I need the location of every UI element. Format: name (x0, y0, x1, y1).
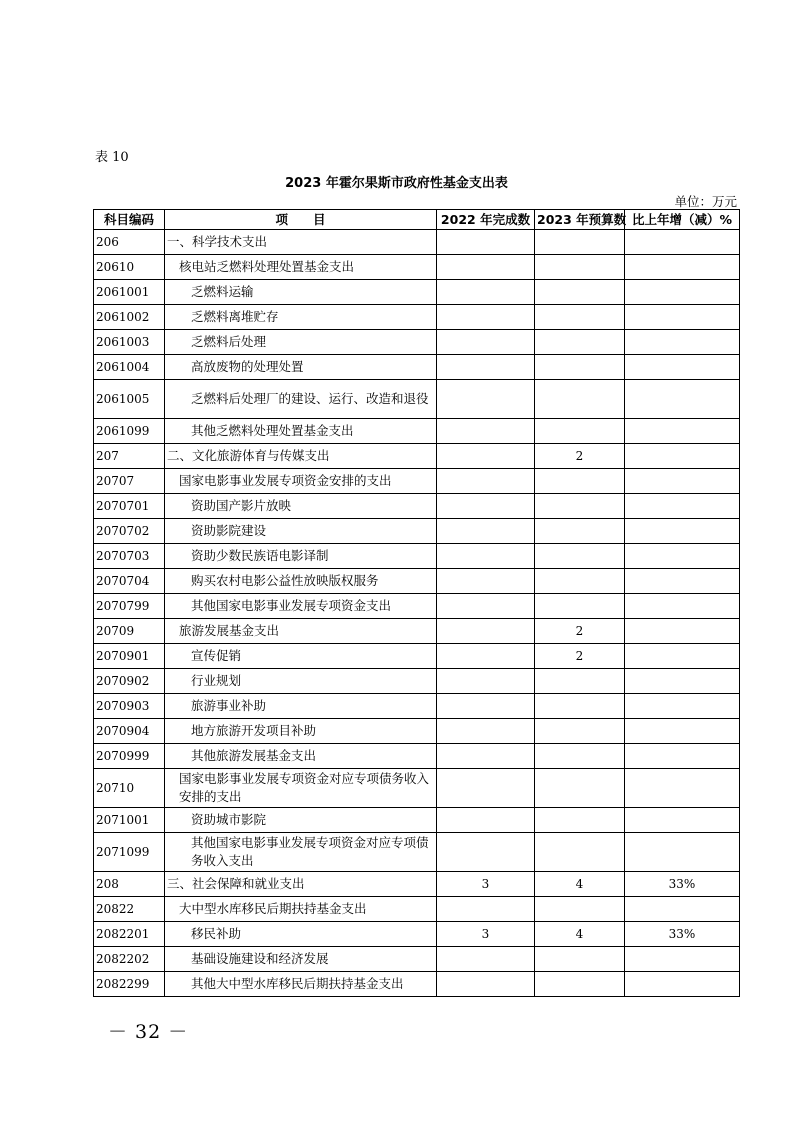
actual-2022-cell (437, 255, 535, 280)
item-name-cell: 国家电影事业发展专项资金安排的支出 (165, 469, 437, 494)
table-row (94, 744, 740, 769)
budget-2023-cell (535, 519, 625, 544)
change-percent-cell (625, 744, 740, 769)
item-name-cell: 乏燃料运输 (165, 280, 437, 305)
subject-code-cell: 2071001 (94, 808, 165, 833)
table-header-row (94, 210, 740, 230)
budget-2023-cell (535, 330, 625, 355)
table-row (94, 544, 740, 569)
subject-code-cell: 2061003 (94, 330, 165, 355)
change-percent-cell (625, 644, 740, 669)
change-percent-cell (625, 280, 740, 305)
change-percent-cell (625, 494, 740, 519)
actual-2022-cell (437, 519, 535, 544)
change-percent-cell (625, 694, 740, 719)
item-name-cell: 二、文化旅游体育与传媒支出 (165, 444, 437, 469)
budget-2023-cell (535, 305, 625, 330)
change-percent-cell (625, 808, 740, 833)
change-percent-cell (625, 230, 740, 255)
item-name-cell: 旅游发展基金支出 (165, 619, 437, 644)
subject-code-cell: 2061005 (94, 380, 165, 419)
subject-code-cell: 2082299 (94, 972, 165, 997)
item-name-cell: 旅游事业补助 (165, 694, 437, 719)
subject-code-cell: 2061001 (94, 280, 165, 305)
item-name-cell: 乏燃料后处理 (165, 330, 437, 355)
budget-2023-cell (535, 972, 625, 997)
change-percent-cell: 33% (625, 922, 740, 947)
actual-2022-cell (437, 744, 535, 769)
change-percent-cell (625, 972, 740, 997)
subject-code-cell: 2070701 (94, 494, 165, 519)
budget-2023-cell (535, 355, 625, 380)
actual-2022-cell (437, 669, 535, 694)
item-name-cell: 乏燃料后处理厂的建设、运行、改造和退役 (165, 380, 437, 419)
budget-2023-cell (535, 669, 625, 694)
actual-2022-cell (437, 444, 535, 469)
change-percent-cell (625, 769, 740, 808)
subject-code-cell: 2061004 (94, 355, 165, 380)
column-header-item: 项 目 (165, 210, 437, 230)
table-row (94, 922, 740, 947)
actual-2022-cell (437, 769, 535, 808)
actual-2022-cell (437, 469, 535, 494)
item-name-cell: 大中型水库移民后期扶持基金支出 (165, 897, 437, 922)
subject-code-cell: 2061099 (94, 419, 165, 444)
subject-code-cell: 208 (94, 872, 165, 897)
actual-2022-cell (437, 808, 535, 833)
budget-2023-cell: 2 (535, 619, 625, 644)
table-row (94, 719, 740, 744)
subject-code-cell: 20822 (94, 897, 165, 922)
table-row (94, 872, 740, 897)
item-name-cell: 国家电影事业发展专项资金对应专项债务收入安排的支出 (165, 769, 437, 808)
budget-2023-cell (535, 230, 625, 255)
actual-2022-cell (437, 619, 535, 644)
table-row (94, 255, 740, 280)
subject-code-cell: 2070799 (94, 594, 165, 619)
subject-code-cell: 2070702 (94, 519, 165, 544)
budget-2023-cell (535, 419, 625, 444)
budget-2023-cell (535, 744, 625, 769)
item-name-cell: 宣传促销 (165, 644, 437, 669)
actual-2022-cell (437, 897, 535, 922)
item-name-cell: 核电站乏燃料处理处置基金支出 (165, 255, 437, 280)
budget-2023-cell (535, 280, 625, 305)
table-row (94, 419, 740, 444)
actual-2022-cell (437, 972, 535, 997)
change-percent-cell (625, 255, 740, 280)
budget-2023-cell (535, 897, 625, 922)
budget-2023-cell (535, 694, 625, 719)
change-percent-cell (625, 330, 740, 355)
table-row (94, 972, 740, 997)
budget-2023-cell: 2 (535, 644, 625, 669)
subject-code-cell: 20710 (94, 769, 165, 808)
item-name-cell: 一、科学技术支出 (165, 230, 437, 255)
actual-2022-cell (437, 230, 535, 255)
budget-2023-cell (535, 833, 625, 872)
change-percent-cell (625, 619, 740, 644)
budget-2023-cell (535, 380, 625, 419)
subject-code-cell: 2071099 (94, 833, 165, 872)
table-row (94, 594, 740, 619)
column-header-code: 科目编码 (94, 210, 165, 230)
item-name-cell: 三、社会保障和就业支出 (165, 872, 437, 897)
table-row (94, 669, 740, 694)
actual-2022-cell (437, 305, 535, 330)
change-percent-cell (625, 833, 740, 872)
subject-code-cell: 2082202 (94, 947, 165, 972)
actual-2022-cell (437, 569, 535, 594)
change-percent-cell (625, 444, 740, 469)
unit-label: 单位：万元 (674, 194, 737, 209)
actual-2022-cell: 3 (437, 872, 535, 897)
item-name-cell: 其他乏燃料处理处置基金支出 (165, 419, 437, 444)
table-row (94, 280, 740, 305)
table-row (94, 833, 740, 872)
table-row (94, 444, 740, 469)
page-number: － 32 － (108, 1021, 189, 1043)
subject-code-cell: 20709 (94, 619, 165, 644)
table-row (94, 644, 740, 669)
budget-2023-cell (535, 255, 625, 280)
table-row (94, 355, 740, 380)
budget-2023-cell: 4 (535, 922, 625, 947)
subject-code-cell: 2061002 (94, 305, 165, 330)
column-header-2022-actual: 2022 年完成数 (437, 210, 535, 230)
budget-2023-cell: 2 (535, 444, 625, 469)
subject-code-cell: 2070903 (94, 694, 165, 719)
budget-2023-cell (535, 719, 625, 744)
change-percent-cell (625, 594, 740, 619)
change-percent-cell (625, 305, 740, 330)
item-name-cell: 购买农村电影公益性放映版权服务 (165, 569, 437, 594)
column-header-change-percent: 比上年增（减）% (625, 210, 740, 230)
budget-2023-cell: 4 (535, 872, 625, 897)
budget-2023-cell (535, 494, 625, 519)
item-name-cell: 地方旅游开发项目补助 (165, 719, 437, 744)
budget-2023-cell (535, 808, 625, 833)
table-row (94, 947, 740, 972)
item-name-cell: 移民补助 (165, 922, 437, 947)
budget-2023-cell (535, 569, 625, 594)
subject-code-cell: 206 (94, 230, 165, 255)
budget-2023-cell (535, 594, 625, 619)
item-name-cell: 基础设施建设和经济发展 (165, 947, 437, 972)
subject-code-cell: 2070704 (94, 569, 165, 594)
change-percent-cell (625, 544, 740, 569)
item-name-cell: 其他国家电影事业发展专项资金对应专项债务收入支出 (165, 833, 437, 872)
column-header-2023-budget: 2023 年预算数 (535, 210, 625, 230)
item-name-cell: 其他旅游发展基金支出 (165, 744, 437, 769)
item-name-cell: 高放废物的处理处置 (165, 355, 437, 380)
actual-2022-cell (437, 380, 535, 419)
subject-code-cell: 20610 (94, 255, 165, 280)
change-percent-cell (625, 419, 740, 444)
table-number-label: 表 10 (95, 150, 129, 165)
table-row (94, 694, 740, 719)
table-row (94, 469, 740, 494)
table-body (94, 230, 740, 997)
change-percent-cell (625, 469, 740, 494)
change-percent-cell (625, 355, 740, 380)
actual-2022-cell (437, 594, 535, 619)
change-percent-cell (625, 380, 740, 419)
subject-code-cell: 2070999 (94, 744, 165, 769)
item-name-cell: 资助少数民族语电影译制 (165, 544, 437, 569)
table-row (94, 230, 740, 255)
subject-code-cell: 207 (94, 444, 165, 469)
item-name-cell: 其他国家电影事业发展专项资金支出 (165, 594, 437, 619)
actual-2022-cell (437, 947, 535, 972)
change-percent-cell (625, 569, 740, 594)
item-name-cell: 其他大中型水库移民后期扶持基金支出 (165, 972, 437, 997)
table-row (94, 769, 740, 808)
subject-code-cell: 2070703 (94, 544, 165, 569)
actual-2022-cell (437, 355, 535, 380)
actual-2022-cell (437, 494, 535, 519)
change-percent-cell (625, 947, 740, 972)
subject-code-cell: 2070901 (94, 644, 165, 669)
table-row (94, 897, 740, 922)
actual-2022-cell (437, 330, 535, 355)
actual-2022-cell (437, 833, 535, 872)
subject-code-cell: 2082201 (94, 922, 165, 947)
item-name-cell: 资助影院建设 (165, 519, 437, 544)
table-row (94, 494, 740, 519)
budget-2023-cell (535, 469, 625, 494)
change-percent-cell (625, 519, 740, 544)
budget-2023-cell (535, 769, 625, 808)
change-percent-cell (625, 719, 740, 744)
actual-2022-cell (437, 644, 535, 669)
subject-code-cell: 2070902 (94, 669, 165, 694)
change-percent-cell: 33% (625, 872, 740, 897)
table-row (94, 305, 740, 330)
actual-2022-cell: 3 (437, 922, 535, 947)
table-row (94, 380, 740, 419)
change-percent-cell (625, 669, 740, 694)
item-name-cell: 资助国产影片放映 (165, 494, 437, 519)
actual-2022-cell (437, 544, 535, 569)
table-row (94, 619, 740, 644)
table-row (94, 519, 740, 544)
table-title: 2023 年霍尔果斯市政府性基金支出表 (285, 176, 508, 191)
fund-expenditure-table (93, 209, 740, 997)
actual-2022-cell (437, 694, 535, 719)
item-name-cell: 行业规划 (165, 669, 437, 694)
subject-code-cell: 2070904 (94, 719, 165, 744)
item-name-cell: 资助城市影院 (165, 808, 437, 833)
table-row (94, 569, 740, 594)
actual-2022-cell (437, 719, 535, 744)
table-row (94, 808, 740, 833)
actual-2022-cell (437, 280, 535, 305)
change-percent-cell (625, 897, 740, 922)
item-name-cell: 乏燃料离堆贮存 (165, 305, 437, 330)
budget-2023-cell (535, 947, 625, 972)
table-row (94, 330, 740, 355)
subject-code-cell: 20707 (94, 469, 165, 494)
budget-2023-cell (535, 544, 625, 569)
actual-2022-cell (437, 419, 535, 444)
